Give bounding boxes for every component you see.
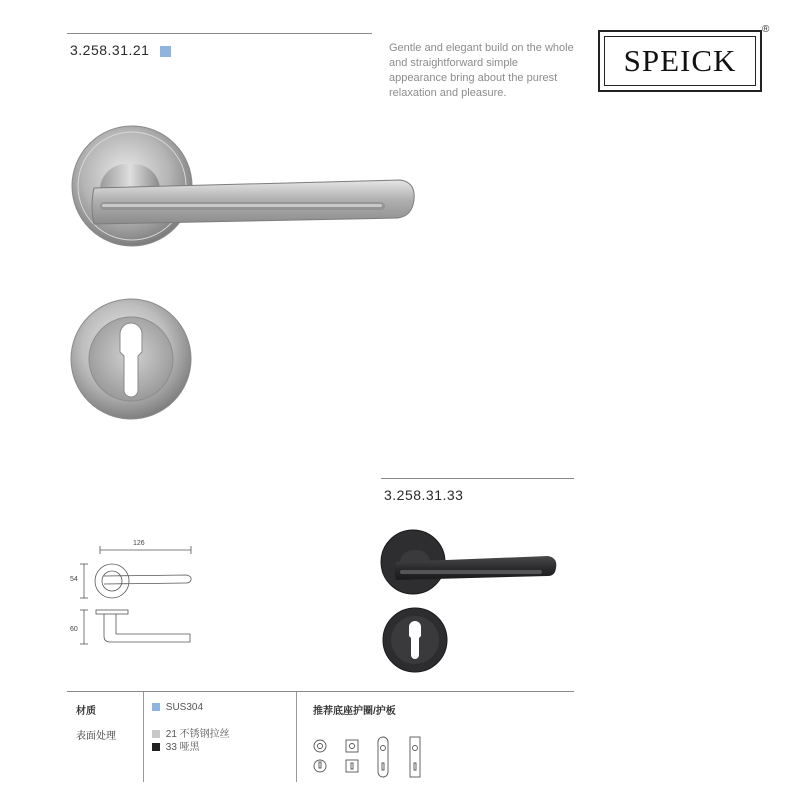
product-code-main-text: 3.258.31.21 [70,42,150,58]
top-rule [67,33,372,34]
square-rose-icon [344,738,360,774]
dimension-projection: 60 [70,626,78,633]
steel-lever-handle-image [60,118,420,258]
black-escutcheon-image [382,607,448,673]
long-square-plate-icon [408,736,422,778]
finish-black-text: 33 哑黑 [165,742,200,753]
long-round-plate-icon [376,736,390,778]
product-code-black: 3.258.31.33 [384,487,464,503]
dimension-rose-height: 54 [70,576,78,583]
round-rose-icon [312,738,328,774]
material-swatch [152,703,160,711]
brand-logo-text: SPEICK [623,43,737,78]
finish-steel-text: 21 不锈钢拉丝 [165,729,230,740]
product-description: Gentle and elegant build on the whole and straightforward simple appearance bring about the purest relaxation and pleasure. [389,42,574,99]
spec-divider-2 [296,692,297,782]
registered-mark: ® [762,24,770,35]
spec-divider-1 [143,692,144,782]
dimension-width: 126 [133,540,145,547]
brand-logo [598,30,762,92]
finish-label: 表面处理 [76,731,116,742]
finish-item-black [152,738,200,753]
finish-swatch-black [152,743,160,751]
material-label: 材质 [76,706,96,717]
accent-square [160,46,171,57]
black-lever-handle-image [380,528,560,600]
product-code-main [70,42,171,58]
steel-escutcheon-image [68,296,194,422]
rose-title: 推荐底座护圈/护板 [313,706,396,717]
second-rule [381,478,574,479]
material-value-text: SUS304 [165,702,204,713]
technical-drawing [66,536,206,656]
material-value [152,702,203,713]
